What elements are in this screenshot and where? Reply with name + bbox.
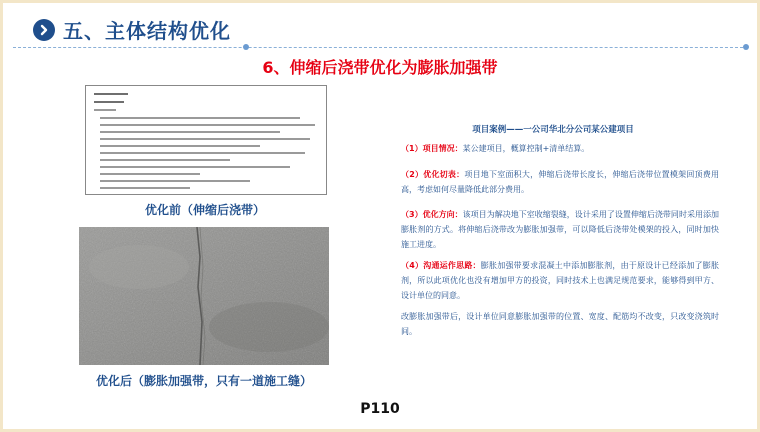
divider-dot	[743, 44, 749, 50]
slide	[3, 3, 757, 429]
item-label: （2）优化切表：	[401, 170, 465, 179]
item-optimization-direction	[401, 207, 719, 252]
item-text: 项目地下室面积大，伸缩后浇带长度长，伸缩后浇带位置模架回顶费用高，考虑如何尽量降低此部分费用。	[401, 170, 719, 194]
section-title: 五、主体结构优化	[63, 19, 231, 43]
caption-before: 优化前（伸缩后浇带）	[144, 203, 265, 217]
item-communication-approach	[401, 258, 719, 303]
item-text: 膨胀加强带要求混凝土中添加膨胀剂，由于原设计已经添加了膨胀剂，所以此项优化也没有增加甲方的投资，同时技术上也满足规范要求，能够得到甲方、设计单位的同意。	[401, 261, 719, 300]
caption-after: 优化后（膨胀加强带，只有一道施工缝）	[95, 374, 312, 388]
item-text: 某公建项目，概算控制+清单结算。	[462, 144, 590, 153]
concrete-slab-photo	[79, 227, 329, 365]
page-number: P110	[360, 401, 400, 417]
item-conclusion	[401, 309, 719, 339]
slide-subtitle: 6、伸缩后浇带优化为膨胀加强带	[262, 58, 498, 77]
item-project-status	[401, 141, 719, 156]
project-case-title: 项目案例——一公司华北分公司某公建项目	[472, 125, 634, 135]
item-label: （3）优化方向：	[401, 210, 463, 219]
section-header	[33, 15, 231, 44]
item-label: （4）沟通运作思路：	[401, 261, 481, 270]
item-label: （1）项目情况：	[401, 144, 463, 153]
divider-dot	[243, 44, 249, 50]
item-text: 改膨胀加强带后，设计单位同意膨胀加强带的位置、宽度、配筋均不改变，只改变浇筑时间。	[401, 312, 719, 336]
header-divider	[13, 47, 743, 48]
item-optimization-entry	[401, 167, 719, 197]
item-text: 该项目为解决地下室收缩裂缝，设计采用了设置伸缩后浇带同时采用添加膨胀剂的方式。将伸缩后浇带改为膨胀加强带，可以降低后浇带处模架的投入，同时加快施工进度。	[401, 210, 719, 249]
design-document-scan	[85, 85, 327, 195]
chevron-right-icon	[33, 19, 55, 41]
